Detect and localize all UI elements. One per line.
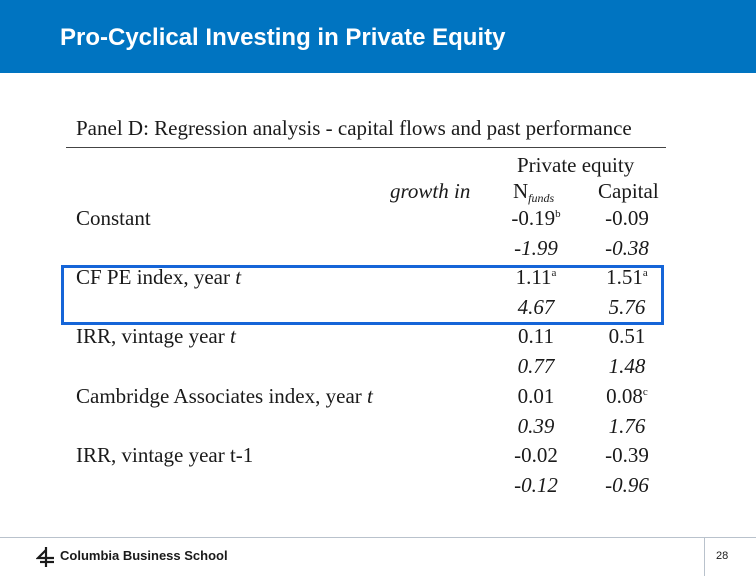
coef-nfunds-cell (500, 324, 572, 349)
row-label-italic: t (235, 265, 242, 290)
tstat-nfunds-cell: -0.12 (514, 472, 558, 497)
row-label-text: Cambridge Associates index, year (76, 383, 368, 408)
footer-logo-text: Columbia Business School (60, 548, 228, 563)
coef-capital-cell (591, 324, 663, 349)
row-label-italic: t (229, 324, 236, 349)
coef-capital-cell (591, 206, 663, 231)
slide-title: Pro-Cyclical Investing in Private Equity (60, 24, 506, 51)
row-label (76, 206, 151, 231)
row-label-text: Constant (76, 206, 151, 230)
tstat-capital-cell: 5.76 (608, 295, 646, 320)
growth-in-label: growth in (390, 179, 471, 203)
coef-capital-cell-value: -0.39 (605, 442, 649, 467)
column-header-nfunds (513, 179, 554, 206)
nfunds-subscript: funds (528, 191, 555, 205)
coef-nfunds-cell-value: 0.01 (517, 383, 555, 408)
coef-capital-cell-significance: a (642, 267, 648, 280)
tstat-capital-cell: 1.48 (608, 354, 646, 379)
coef-nfunds-cell-value: 0.11 (518, 324, 554, 349)
page-number: 28 (716, 550, 729, 562)
coef-nfunds-cell (500, 443, 572, 468)
coef-nfunds-cell (500, 384, 572, 409)
row-label-text: IRR, vintage year (76, 324, 230, 349)
coef-nfunds-cell-value: -0.02 (514, 442, 558, 467)
tstat-nfunds-cell: -1.99 (514, 236, 558, 260)
coef-capital-cell-value: -0.09 (605, 206, 649, 230)
tstat-capital-cell: 1.76 (608, 413, 646, 438)
coef-nfunds-cell-significance: b (555, 208, 561, 220)
panel-title: Panel D: Regression analysis - capital flows and past performance (76, 116, 632, 140)
tstat-nfunds-cell: 0.77 (517, 354, 555, 379)
footer-divider (704, 537, 705, 576)
columbia-logo-icon (36, 546, 56, 568)
row-label (76, 384, 373, 409)
row-label (76, 324, 236, 349)
coef-capital-cell-value: 0.51 (608, 324, 646, 349)
tstat-nfunds-cell: 4.67 (517, 295, 555, 320)
coef-nfunds-cell-significance: a (551, 267, 557, 280)
tstat-capital-cell: -0.96 (605, 472, 649, 497)
highlight-box (61, 265, 664, 325)
row-label-text: CF PE index, year (76, 265, 236, 290)
coef-nfunds-cell-value: 1.11 (515, 265, 552, 290)
coef-nfunds-cell-value: -0.19 (511, 206, 556, 230)
column-header-capital: Capital (598, 179, 659, 203)
nfunds-main: N (513, 179, 529, 203)
coef-capital-cell-significance: c (642, 385, 648, 398)
column-group-header: Private equity (517, 153, 635, 177)
row-label-text: IRR, vintage year t-1 (76, 442, 254, 467)
coef-capital-cell (591, 384, 663, 409)
row-label (76, 443, 253, 468)
tstat-capital-cell: -0.38 (605, 236, 649, 260)
coef-nfunds-cell (500, 206, 572, 231)
footer-rule (0, 537, 756, 538)
header-rule (66, 147, 666, 148)
coef-capital-cell-value: 0.08 (606, 383, 643, 408)
coef-capital-cell-value: 1.51 (606, 265, 643, 290)
row-label-italic: t (367, 383, 373, 408)
coef-capital-cell (591, 443, 663, 468)
tstat-nfunds-cell: 0.39 (517, 413, 555, 438)
